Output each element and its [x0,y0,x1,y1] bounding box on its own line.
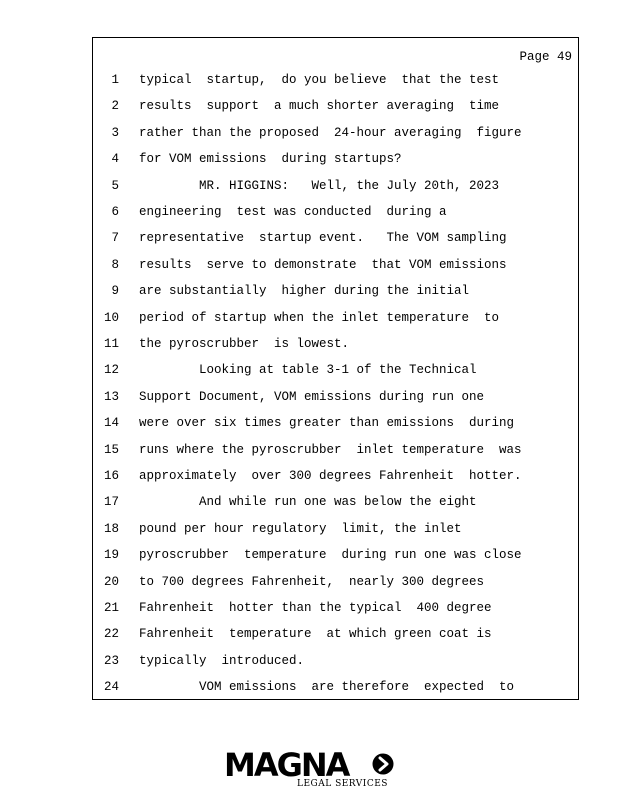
transcript-line [93,413,578,433]
line-number: 15 [103,442,119,457]
line-number: 12 [103,363,119,378]
line-text: are substantially higher during the initial [139,284,470,299]
line-number: 13 [103,389,119,404]
transcript-line [93,308,578,328]
line-number: 24 [103,680,119,695]
magna-logo [224,748,396,792]
line-text: to 700 degrees Fahrenheit, nearly 300 degrees [139,574,485,589]
logo-subtitle: LEGAL SERVICES [297,779,388,789]
line-text: results serve to demonstrate that VOM emissions [139,257,507,272]
transcript-line [93,360,578,380]
line-text: Support Document, VOM emissions during run one [139,389,485,404]
line-text: pyroscrubber temperature during run one was close [139,548,522,563]
line-text: period of startup when the inlet temperature to [139,310,500,325]
transcript-line [93,598,578,618]
line-text: pound per hour regulatory limit, the inlet [139,521,462,536]
line-text: typically introduced. [139,653,305,668]
line-number: 14 [103,416,119,431]
logo-wordmark: MAGNA [224,746,349,784]
line-number: 21 [103,601,119,615]
transcript-line [93,440,578,460]
line-number: 19 [103,548,119,563]
transcript-line [93,96,578,116]
line-text: results support a much shorter averaging time [139,99,500,114]
line-text: runs where the pyroscrubber inlet temperature was [139,442,522,457]
line-number: 9 [111,284,119,299]
line-text: for VOM emissions during startups? [139,152,402,167]
line-number: 11 [103,337,119,351]
line-text: were over six times greater than emissions during [139,416,515,431]
transcript-line [93,281,578,301]
transcript-line [93,202,578,222]
line-number: 7 [111,231,119,246]
line-number: 18 [103,521,119,536]
transcript-line [93,624,578,644]
line-number: 23 [103,653,119,668]
line-text: Fahrenheit hotter than the typical 400 degree [139,601,492,615]
transcript-line [93,228,578,248]
line-text: rather than the proposed 24-hour averaging figure [139,125,522,140]
line-number: 10 [103,310,119,325]
transcript-line [93,149,578,169]
line-number: 5 [111,178,119,193]
line-number: 2 [111,99,119,114]
line-number: 1 [111,73,119,87]
line-text: approximately over 300 degrees Fahrenheit hotter. [139,469,522,483]
transcript-line [93,70,578,90]
line-number: 6 [111,205,119,219]
transcript-line [93,492,578,512]
transcript-line [93,387,578,407]
transcript-line [93,519,578,539]
transcript-line [93,176,578,196]
line-text: Looking at table 3-1 of the Technical [139,363,477,378]
chevron-right-circle-icon [372,753,394,775]
line-number: 20 [103,574,119,589]
line-number: 3 [111,125,119,140]
transcript-line [93,123,578,143]
line-text: typical startup, do you believe that the test [139,73,500,87]
line-number: 4 [111,152,119,167]
transcript-page [92,37,579,700]
line-text: engineering test was conducted during a [139,205,447,219]
line-text: the pyroscrubber is lowest. [139,337,350,351]
transcript-line [93,334,578,354]
line-text: MR. HIGGINS: Well, the July 20th, 2023 [139,178,500,193]
line-text: VOM emissions are therefore expected to [139,680,515,695]
line-text: Fahrenheit temperature at which green coat is [139,627,492,642]
transcript-line [93,651,578,671]
transcript-line [93,677,578,697]
line-number: 22 [103,627,119,642]
transcript-line [93,466,578,486]
line-text: And while run one was below the eight [139,495,477,510]
line-number: 17 [103,495,119,510]
transcript-line [93,572,578,592]
line-text: representative startup event. The VOM sampling [139,231,507,246]
transcript-line [93,545,578,565]
page-number: Page 49 [519,50,572,64]
line-number: 16 [103,469,119,483]
line-number: 8 [111,257,119,272]
transcript-line [93,255,578,275]
